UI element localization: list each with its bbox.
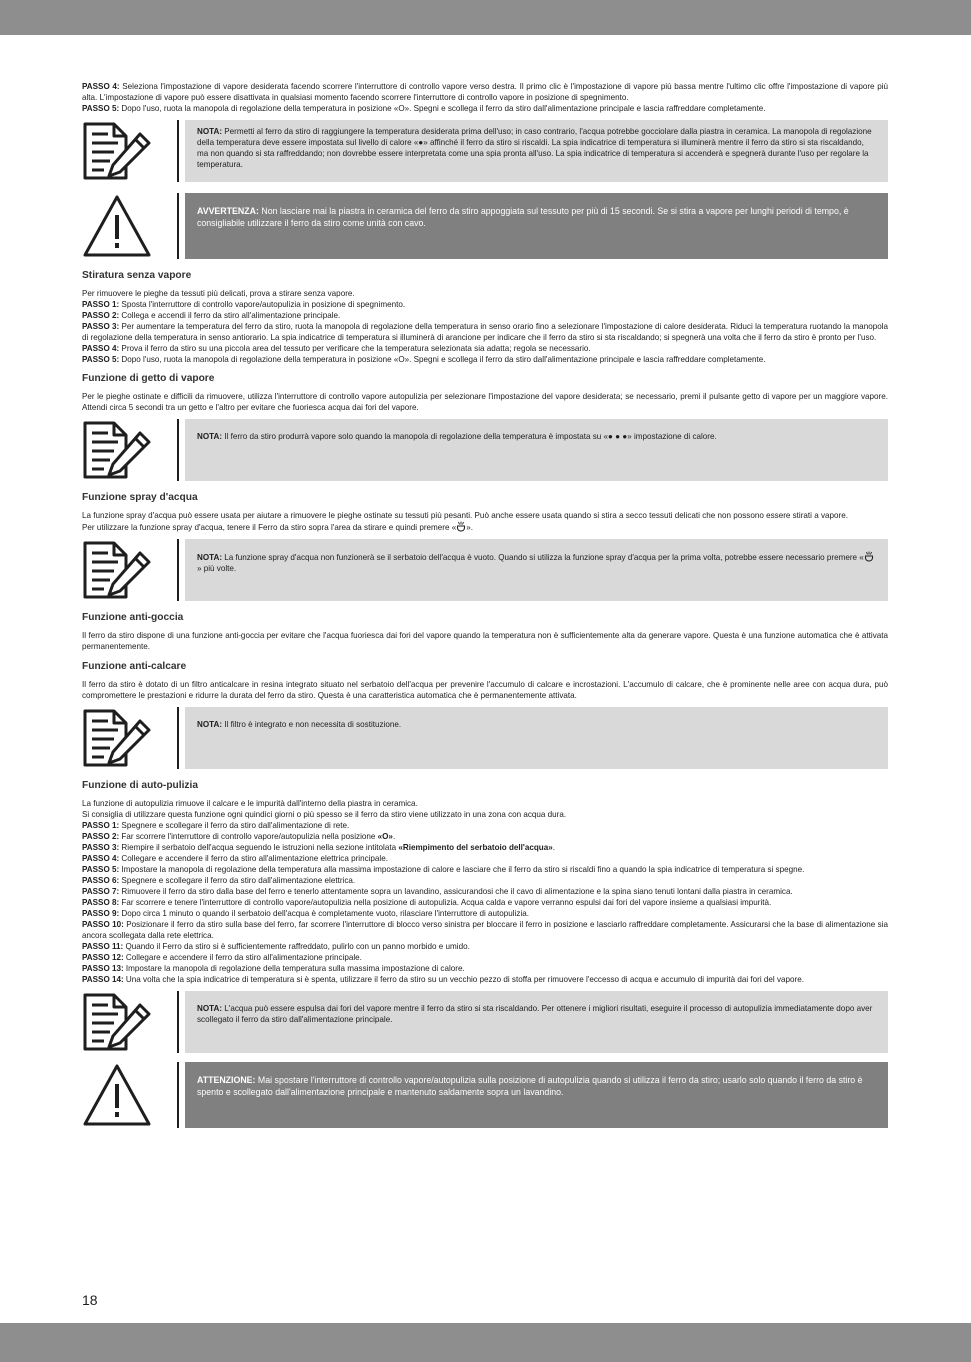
- section-title-water-spray: Funzione spray d'acqua: [82, 492, 198, 503]
- note-icon: [82, 707, 152, 769]
- section-anti-drip-text: Il ferro da stiro dispone di una funzione anti-goccia per evitare che l'acqua fuoriesca dai fori del vapore quando la temperatura non è sufficientemente alta da generare vapore. Questa è una funzione automatica che è attivata permanentemente.: [82, 631, 888, 651]
- note-box-1: NOTA: Permetti al ferro da stiro di raggiungere la temperatura desiderata prima dell'uso; in caso contrario, l'acqua potrebbe gocciolare dalla piastra in ceramica. La manopola di regolazione della temperatura deve essere impostata sul livello di calore «●» affinché il ferro da stiro si riscaldi. La spia indicatrice di temperatura si illuminerà mentre il ferro da stiro si sta riscaldando, ma non quando si sta raffreddando; non dovrebbe essere interpretata come una spia pronta all'uso. La spia indicatrice di temperatura si accenderà e spegnerà durante l'uso per regolare la temperatura.: [185, 120, 888, 182]
- footer-band: [0, 1323, 971, 1362]
- section-title-self-clean: Funzione di auto-pulizia: [82, 780, 199, 791]
- step: PASSO 12: Collegare e accendere il ferro da stiro all'alimentazione principale.: [82, 953, 362, 962]
- spray-icon: [456, 521, 466, 532]
- step: PASSO 6: Spegnere e scollegare il ferro da stiro dall'alimentazione elettrica.: [82, 876, 356, 885]
- step: PASSO 11: Quando il Ferro da stiro si è sufficientemente raffreddato, pulirlo con un panno morbido e umido.: [82, 942, 470, 951]
- divider: [177, 419, 179, 481]
- section-steam-shot-text: Per le pieghe ostinate e difficili da rimuovere, utilizza l'interruttore di controllo vapore autopulizia per selezionare l'impostazione del vapore desiderata; se necessario, premi il pulsante getto di vapore per un maggiore vapore. Attendi circa 5 secondi tra un getto e l'altro per evitare che fuoriesca acqua dai fori del vapore.: [82, 392, 888, 412]
- warning-box-1: AVVERTENZA: Non lasciare mai la piastra in ceramica del ferro da stiro appoggiata sul tessuto per più di 15 secondi. Se si stira a vapore per lunghi periodi di tempo, è consigliabile utilizzare il ferro da stiro come unità con cavo.: [185, 193, 888, 259]
- note-box-5: NOTA: L'acqua può essere espulsa dai fori del vapore mentre il ferro da stiro si sta riscaldando. Per ottenere i migliori risultati, eseguire il processo di autopulizia immediatamente dopo aver scollegato il ferro da stiro dall'alimentazione principale.: [185, 991, 888, 1053]
- warning-triangle-icon: [82, 193, 152, 259]
- note-callout-1: [82, 120, 888, 182]
- divider: [177, 539, 179, 601]
- note-callout-2: [82, 419, 888, 481]
- step: PASSO 2: Collega e accendi il ferro da stiro all'alimentazione principale.: [82, 311, 341, 320]
- step: PASSO 13: Impostare la manopola di regolazione della temperatura sulla massima impostazione di calore.: [82, 964, 465, 973]
- step: PASSO 1: Spegnere e scollegare il ferro da stiro dall'alimentazione di rete.: [82, 821, 350, 830]
- page-content: [82, 81, 888, 1128]
- section-title-steam-shot: Funzione di getto di vapore: [82, 373, 215, 384]
- step: PASSO 7: Rimuovere il ferro da stiro dalla base del ferro e tenerlo attentamente sopra un lavandino, assicurandosi che il cavo di alimentazione e la spina siano tenuti lontani dalla piastra in ceramica.: [82, 887, 793, 896]
- section-self-clean-body: La funzione di autopulizia rimuove il calcare e le impurità dall'interno della piastra in ceramica. Si consiglia di utilizzare questa funzione ogni quindici giorni o più spesso se il ferro da stiro viene utilizzato in una zona con acqua dura. PASSO 1: Spegnere e scollegare il ferro da stiro dall'alimentazione di rete. PASSO 2: Far scorrere l'interruttore di controllo vapore/autopulizia nella posizione «O». PASSO 3: Riempire il serbatoio dell'acqua seguendo le istruzioni nella sezione intitolata «Riempimento del serbatoio dell'acqua». PASSO 4: Collegare e accendere il ferro da stiro all'alimentazione elettrica principale. PASSO 5: Impostare la manopola di regolazione della temperatura alla massima impostazione di calore e lasciare che il ferro da stiro si riscaldi fino a quando la spia indicatrice di temperatura si spegne. PASSO 6: Spegnere e scollegare il ferro da stiro dall'alimentazione elettrica. PASSO 7: Rimuovere il ferro da stiro dalla base del ferro e tenerlo attentamente sopra un lavandino, assicurandosi che il cavo di alimentazione e la spina siano tenuti lontani dalla piastra in ceramica. PASSO 8: Far scorrere e tenere l'interruttore di controllo vapore/autopulizia nella posizione di autopulizia. Acqua calda e vapore verranno espulsi dai fori del vapore insieme a qualsiasi impurità. PASSO 9: Dopo circa 1 minuto o quando il serbatoio dell'acqua è completamente vuoto, rilasciare l'interruttore di autopulizia. PASSO 10: Posizionare il ferro da stiro sulla base del ferro, far scorrere l'interruttore di blocco verso sinistra per bloccare il ferro in posizione e lasciarlo raffreddare completamente. Assicurarsi che la base di alimentazione sia ancora scollegata dalla rete elettrica. PASSO 11: Quando il Ferro da stiro si è sufficientemente raffreddato, pulirlo con un panno morbido e umido. PASSO 12: Collegare e accendere il ferro da stiro all'alimentazione principale. PASSO 13: Impostare la manopola di regolazione della temperatura sulla massima impostazione di calore. PASSO 14: Una volta che la spia indicatrice di temperatura si è spenta, utilizzare il ferro da stiro su un vecchio pezzo di stoffa per rimuovere l'eccesso di acqua e accumulo di impurità dai fori del vapore.: [82, 799, 888, 984]
- step: PASSO 4: Prova il ferro da stiro su una piccola area del tessuto per verificare che la temperatura selezionata sia adatta; regola se necessario.: [82, 344, 591, 353]
- intro-steps: [82, 81, 888, 114]
- step: PASSO 1: Sposta l'interruttore di controllo vapore/autopulizia in posizione di spegnimento.: [82, 300, 406, 309]
- warning-box-2: ATTENZIONE: Mai spostare l'interruttore di controllo vapore/autopulizia sulla posizione di autopulizia quando si utilizza il ferro da stiro; usarlo solo quando il ferro da stiro è spento e scollegato dall'alimentazione principale e mantenuto saldamente sopra un lavandino.: [185, 1062, 888, 1128]
- note-box-2: NOTA: Il ferro da stiro produrrà vapore solo quando la manopola di regolazione della temperatura è impostata su «● ● ●» impostazione di calore.: [185, 419, 888, 481]
- note-icon: [82, 539, 152, 601]
- divider: [177, 991, 179, 1053]
- step-5: PASSO 5: Dopo l'uso, ruota la manopola di regolazione della temperatura in posizione «O». Spegni e scollega il ferro da stiro dall'alimentazione principale e lascia raffreddare completamente.: [82, 104, 766, 113]
- note-icon: [82, 120, 152, 182]
- step-4: PASSO 4: Seleziona l'impostazione di vapore desiderata facendo scorrere l'interruttore di controllo vapore verso destra. Il primo clic è l'impostazione di vapore più bassa mentre l'ultimo clic offre l'impostazione di vapore più alta. L'impostazione di vapore può essere disattivata in qualsiasi momento facendo scorrere l'interruttore di controllo vapore in posizione di spegnimento.: [82, 82, 888, 102]
- warning-callout-2: [82, 1062, 888, 1128]
- step: PASSO 10: Posizionare il ferro da stiro sulla base del ferro, far scorrere l'interruttore di blocco verso sinistra per bloccare il ferro in posizione e lasciarlo raffreddare completamente. Assicurarsi che la base di alimentazione sia ancora scollegata dalla rete elettrica.: [82, 920, 888, 940]
- note-box-3: NOTA: La funzione spray d'acqua non funzionerà se il serbatoio dell'acqua è vuoto. Quando si utilizza la funzione spray d'acqua per la prima volta, potrebbe essere necessario premere «» più volte.: [185, 539, 888, 601]
- warning-triangle-icon: [82, 1062, 152, 1128]
- divider: [177, 1062, 179, 1128]
- step: PASSO 5: Impostare la manopola di regolazione della temperatura alla massima impostazione di calore e lasciare che il ferro da stiro si riscaldi fino a quando la spia indicatrice di temperatura si spegne.: [82, 865, 805, 874]
- section-title-anti-drip: Funzione anti-goccia: [82, 612, 184, 623]
- note-box-4: NOTA: Il filtro è integrato e non necessita di sostituzione.: [185, 707, 888, 769]
- step: PASSO 14: Una volta che la spia indicatrice di temperatura si è spenta, utilizzare il ferro da stiro su un vecchio pezzo di stoffa per rimuovere l'eccesso di acqua e accumulo di impurità dai fori del vapore.: [82, 975, 804, 984]
- page-number: 18: [82, 1292, 98, 1308]
- header-band: [0, 0, 971, 35]
- step: PASSO 3: Per aumentare la temperatura del ferro da stiro, ruota la manopola di regolazione della temperatura in senso orario fino a selezionare l'impostazione di calore desiderata. Riduci la temperatura ruotando la manopola di regolazione della temperatura in senso antiorario. La spia indicatrice di temperatura si illuminerà di arancione per indicare che il ferro da stiro si sta riscaldando; si spegnerà una volta che il ferro da stiro è pronto per l'uso.: [82, 322, 888, 342]
- section-title-anti-calc: Funzione anti-calcare: [82, 661, 187, 672]
- divider: [177, 707, 179, 769]
- step: PASSO 5: Dopo l'uso, ruota la manopola di regolazione della temperatura in posizione «O». Spegni e scollega il ferro da stiro dall'alimentazione principale e lascia raffreddare completamente.: [82, 355, 766, 364]
- step: PASSO 4: Collegare e accendere il ferro da stiro all'alimentazione elettrica principale.: [82, 854, 388, 863]
- step: PASSO 8: Far scorrere e tenere l'interruttore di controllo vapore/autopulizia nella posizione di autopulizia. Acqua calda e vapore verranno espulsi dai fori del vapore insieme a qualsiasi impurità.: [82, 898, 772, 907]
- divider: [177, 120, 179, 182]
- note-callout-5: [82, 991, 888, 1053]
- note-callout-4: [82, 707, 888, 769]
- section-dry-ironing-body: Per rimuovere le pieghe da tessuti più delicati, prova a stirare senza vapore. PASSO 1: Sposta l'interruttore di controllo vapore/autopulizia in posizione di spegnimento. PASSO 2: Collega e accendi il ferro da stiro all'alimentazione principale. PASSO 3: Per aumentare la temperatura del ferro da stiro, ruota la manopola di regolazione della temperatura in senso orario fino a selezionare l'impostazione di calore desiderata. Riduci la temperatura ruotando la manopola di regolazione della temperatura in senso antiorario. La spia indicatrice di temperatura si illuminerà di arancione per indicare che il ferro da stiro si sta riscaldando; si spegnerà una volta che il ferro da stiro è pronto per l'uso. PASSO 4: Prova il ferro da stiro su una piccola area del tessuto per verificare che la temperatura selezionata sia adatta; regola se necessario. PASSO 5: Dopo l'uso, ruota la manopola di regolazione della temperatura in posizione «O». Spegni e scollega il ferro da stiro dall'alimentazione principale e lascia raffreddare completamente.: [82, 289, 888, 364]
- divider: [177, 193, 179, 259]
- section-title-dry-ironing: Stiratura senza vapore: [82, 270, 192, 281]
- step: PASSO 3: Riempire il serbatoio dell'acqua seguendo le istruzioni nella sezione intitolata «Riempimento del serbatoio dell'acqua».: [82, 843, 555, 852]
- step: PASSO 2: Far scorrere l'interruttore di controllo vapore/autopulizia nella posizione «O».: [82, 832, 396, 841]
- section-water-spray-body: La funzione spray d'acqua può essere usata per aiutare a rimuovere le pieghe ostinate su tessuti più pesanti. Può anche essere usata quando si stira a secco tessuti delicati che non possono essere stirati a vapore. Per utilizzare la funzione spray d'acqua, tenere il Ferro da stiro sopra l'area da stirare e quindi premere « ».: [82, 511, 848, 532]
- step: PASSO 9: Dopo circa 1 minuto o quando il serbatoio dell'acqua è completamente vuoto, rilasciare l'interruttore di autopulizia.: [82, 909, 529, 918]
- note-icon: [82, 419, 152, 481]
- note-callout-3: [82, 539, 888, 601]
- note-icon: [82, 991, 152, 1053]
- section-anti-calc-text: Il ferro da stiro è dotato di un filtro anticalcare in resina integrato situato nel serbatoio dell'acqua per prevenire l'accumulo di calcare e incrostazioni. L'accumulo di calcare, che è prominente nelle aree con acqua dura, può compromettere le prestazioni e ridurre la durata del ferro da stiro. Questa è una caratteristica automatica che è permanentemente attivata.: [82, 680, 888, 700]
- spray-icon: [864, 551, 874, 562]
- warning-callout-1: [82, 193, 888, 259]
